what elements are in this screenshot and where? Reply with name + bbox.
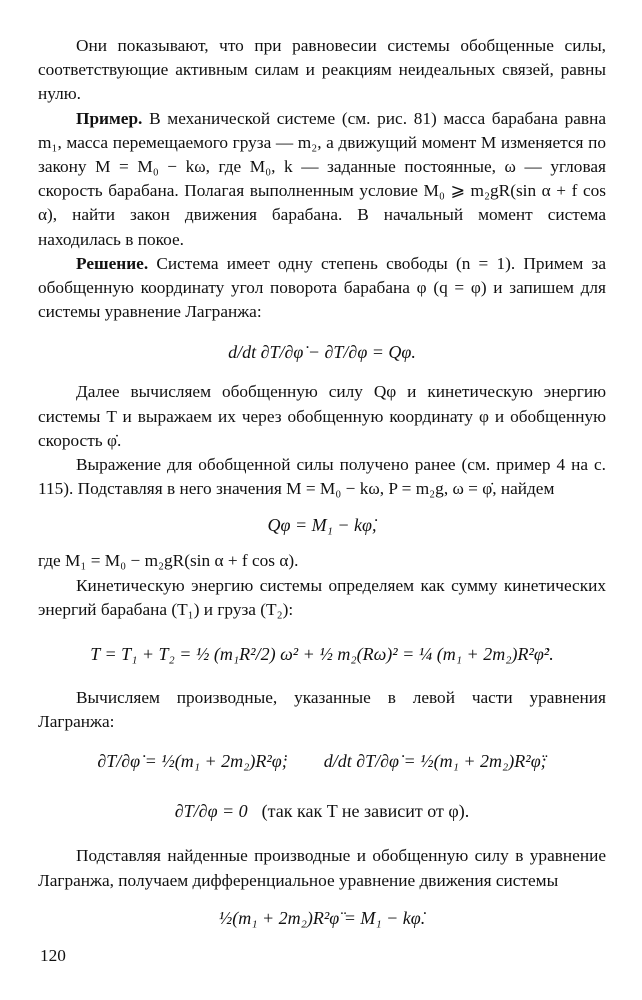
equation-derivative-3: ∂T/∂φ = 0 [174,800,248,821]
paragraph-m1-definition: где M₁ = M₀ − m₂gR(sin α + f cos α). [38,551,299,571]
equation-lagrange-text: d/dt ∂T/∂φ̇ − ∂T/∂φ = Qφ. [228,341,416,362]
example-text: В механической системе (см. рис. 81) масса барабана равна m₁, масса перемещаемого груза — m₂, а движущий момент M изменяется по закону M = M₀ − kω, где M₀, k — заданные постоянные, ω — угловая скорость барабана. Полагая выполненным условие M₀ ⩾ m₂gR(sin α + f cos α), найти закон движения барабана. В начальный момент система находилась в покое. [38,108,606,249]
equation-derivative-3-note: (так как T не зависит от φ). [261,800,470,821]
equation-kinetic-energy-text: T = T₁ + T₂ = ½ (m₁R²/2) ω² + ½ m₂(Rω)² = ¼ (m₁ + 2m₂)R²φ̇². [90,643,554,664]
paragraph-equilibrium: Они показывают, что при равновесии системы обобщенные силы, соответствующие активным силам и реакциям неидеальных связей, равны нулю. [38,36,606,104]
paragraph-derivatives: Вычисляем производные, указанные в левой части уравнения Лагранжа: [38,688,606,732]
equation-derivative-phi [38,788,606,834]
equation-derivative-2: d/dt ∂T/∂φ̇ = ½(m₁ + 2m₂)R²φ̈; [323,750,547,771]
solution-label: Решение. [76,253,149,273]
page-body [38,34,606,945]
equation-motion-text: ½(m₁ + 2m₂)R²φ̈ = M₁ − kφ̇. [218,908,426,929]
equation-lagrange [38,328,606,376]
equation-generalized-force-text: Qφ = M₁ − kφ̇, [267,514,377,535]
equation-kinetic-energy [38,626,606,682]
example-label: Пример. [76,108,143,128]
solution-text: Система имеет одну степень свободы (n = 1). Примем за обобщенную координату угол поворота барабана φ (q = φ) и запишем для системы уравнение Лагранжа: [38,253,606,322]
equation-derivatives-row [38,738,606,784]
paragraph-solution [38,252,606,325]
equation-motion [38,897,606,941]
equation-derivative-1: ∂T/∂φ̇ = ½(m₁ + 2m₂)R²φ̇; [97,750,288,771]
paragraph-example [38,107,606,252]
equation-generalized-force [38,505,606,545]
paragraph-force-expression: Выражение для обобщенной силы получено ранее (см. пример 4 на с. 115). Подставляя в него значения M = M₀ − kω, P = m₂g, ω = φ̇, найдем [38,455,606,499]
page-number: 120 [40,946,66,965]
paragraph-kinetic: Кинетическую энергию системы определяем как сумму кинетических энергий барабана (T₁) и груза (T₂): [38,575,606,619]
paragraph-substitute: Подставляя найденные производные и обобщенную силу в уравнение Лагранжа, получаем дифференциальное уравнение движения системы [38,846,606,890]
paragraph-compute: Далее вычисляем обобщенную силу Qφ и кинетическую энергию системы T и выражаем их через обобщенную координату φ и обобщенную скорость φ̇. [38,382,606,450]
